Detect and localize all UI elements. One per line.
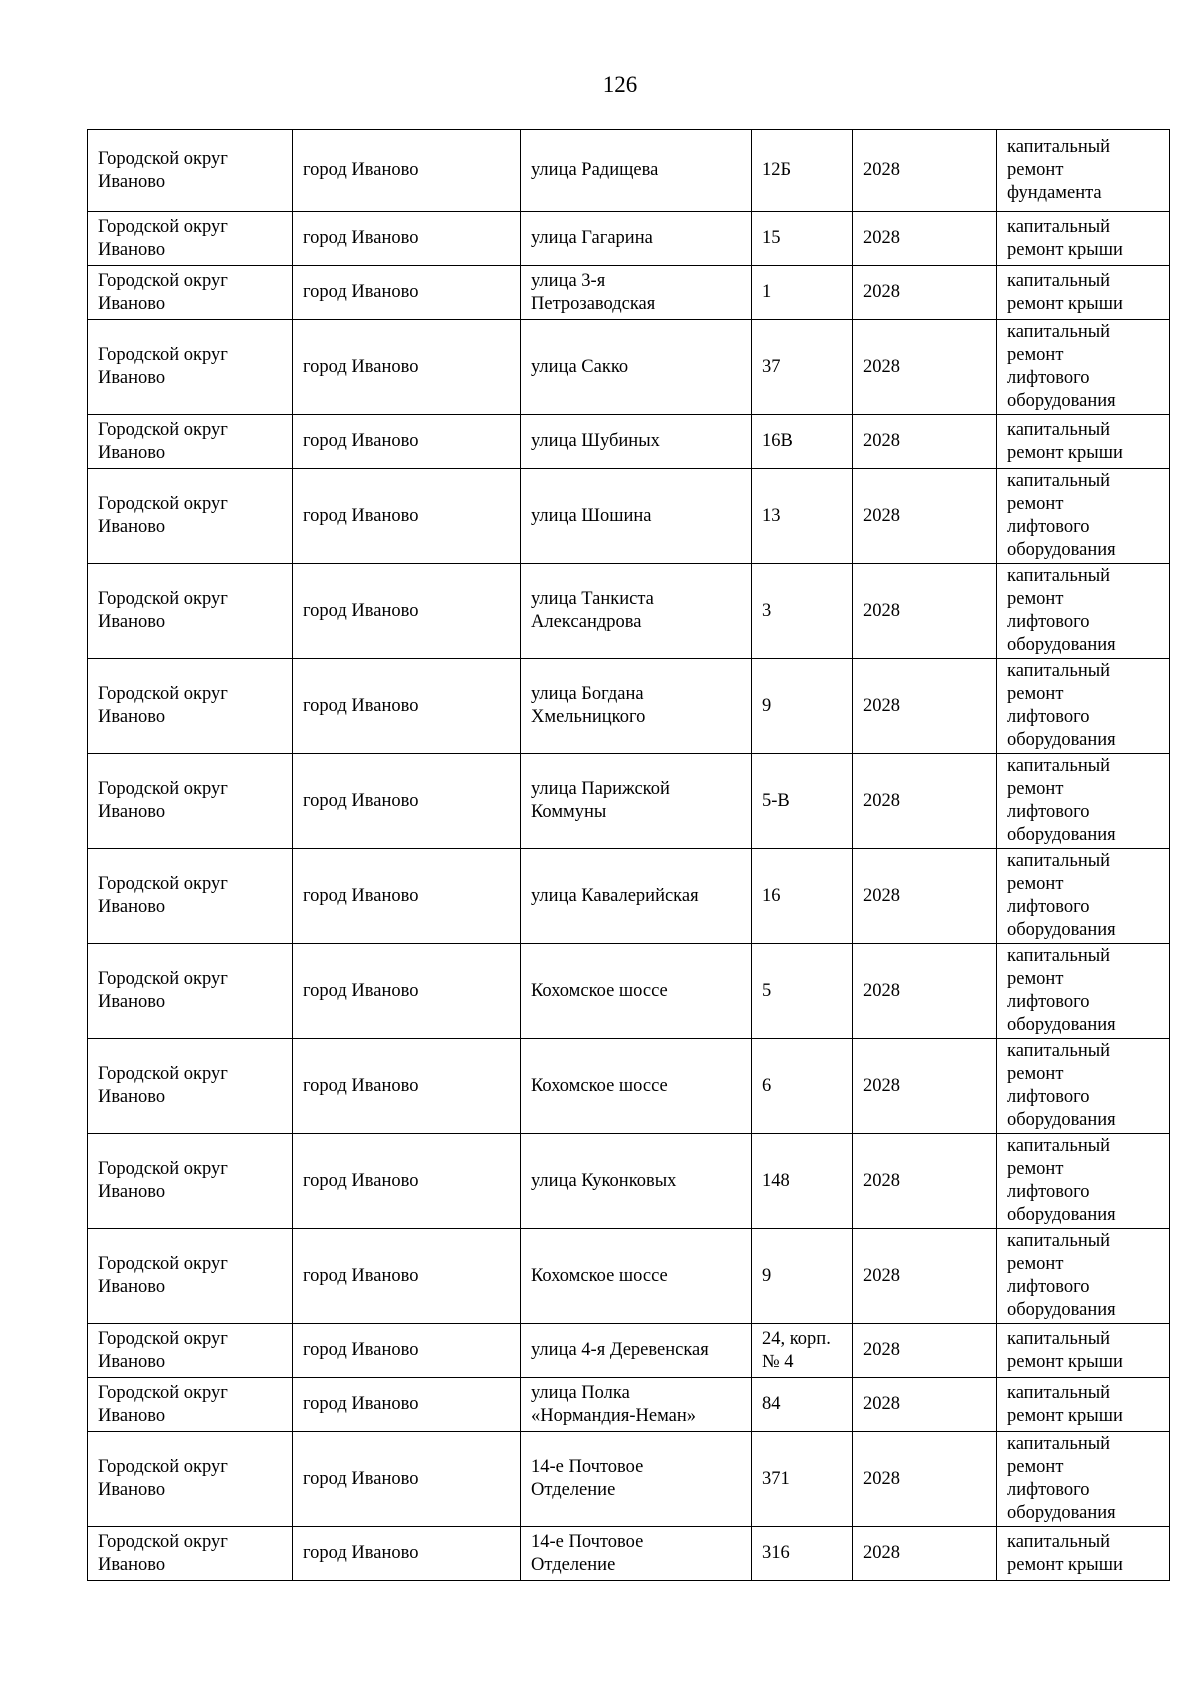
work-type-cell: капитальный ремонт фундамента xyxy=(997,130,1170,212)
settlement-cell: город Иваново xyxy=(293,1432,521,1527)
house-number-cell: 148 xyxy=(752,1134,853,1229)
settlement-cell: город Иваново xyxy=(293,1378,521,1432)
table-body xyxy=(88,130,1170,1581)
settlement-cell: город Иваново xyxy=(293,266,521,320)
table-row xyxy=(88,1134,1170,1229)
municipality-cell: Городской округ Иваново xyxy=(88,212,293,266)
work-type-cell: капитальный ремонт крыши xyxy=(997,1527,1170,1581)
table-row xyxy=(88,212,1170,266)
work-type-cell: капитальный ремонт крыши xyxy=(997,266,1170,320)
table-row xyxy=(88,1324,1170,1378)
house-number-cell: 9 xyxy=(752,1229,853,1324)
table-row xyxy=(88,1378,1170,1432)
work-type-cell: капитальный ремонт лифтового оборудования xyxy=(997,564,1170,659)
table-row xyxy=(88,1039,1170,1134)
table-row xyxy=(88,415,1170,469)
year-cell: 2028 xyxy=(853,1229,997,1324)
work-type-cell: капитальный ремонт крыши xyxy=(997,415,1170,469)
street-cell: улица Радищева xyxy=(521,130,752,212)
house-number-cell: 13 xyxy=(752,469,853,564)
municipality-cell: Городской округ Иваново xyxy=(88,1134,293,1229)
street-cell: 14-е Почтовое Отделение xyxy=(521,1527,752,1581)
year-cell: 2028 xyxy=(853,754,997,849)
settlement-cell: город Иваново xyxy=(293,944,521,1039)
settlement-cell: город Иваново xyxy=(293,1324,521,1378)
house-number-cell: 5 xyxy=(752,944,853,1039)
table-row xyxy=(88,659,1170,754)
municipality-cell: Городской округ Иваново xyxy=(88,1378,293,1432)
street-cell: улица Гагарина xyxy=(521,212,752,266)
house-number-cell: 9 xyxy=(752,659,853,754)
house-number-cell: 3 xyxy=(752,564,853,659)
street-cell: Кохомское шоссе xyxy=(521,1229,752,1324)
work-type-cell: капитальный ремонт лифтового оборудования xyxy=(997,320,1170,415)
settlement-cell: город Иваново xyxy=(293,1039,521,1134)
work-type-cell: капитальный ремонт лифтового оборудования xyxy=(997,849,1170,944)
house-number-cell: 1 xyxy=(752,266,853,320)
work-type-cell: капитальный ремонт лифтового оборудования xyxy=(997,944,1170,1039)
work-type-cell: капитальный ремонт лифтового оборудования xyxy=(997,1432,1170,1527)
street-cell: улица 4-я Деревенская xyxy=(521,1324,752,1378)
street-cell: 14-е Почтовое Отделение xyxy=(521,1432,752,1527)
settlement-cell: город Иваново xyxy=(293,1134,521,1229)
year-cell: 2028 xyxy=(853,1527,997,1581)
house-number-cell: 6 xyxy=(752,1039,853,1134)
settlement-cell: город Иваново xyxy=(293,754,521,849)
house-number-cell: 316 xyxy=(752,1527,853,1581)
settlement-cell: город Иваново xyxy=(293,130,521,212)
page-number: 126 xyxy=(602,72,638,97)
municipality-cell: Городской округ Иваново xyxy=(88,415,293,469)
year-cell: 2028 xyxy=(853,320,997,415)
house-number-cell: 84 xyxy=(752,1378,853,1432)
year-cell: 2028 xyxy=(853,266,997,320)
settlement-cell: город Иваново xyxy=(293,849,521,944)
settlement-cell: город Иваново xyxy=(293,469,521,564)
street-cell: улица 3-я Петрозаводская xyxy=(521,266,752,320)
settlement-cell: город Иваново xyxy=(293,415,521,469)
street-cell: улица Куконковых xyxy=(521,1134,752,1229)
work-type-cell: капитальный ремонт лифтового оборудования xyxy=(997,1229,1170,1324)
table-row xyxy=(88,130,1170,212)
settlement-cell: город Иваново xyxy=(293,1527,521,1581)
work-type-cell: капитальный ремонт крыши xyxy=(997,1378,1170,1432)
work-type-cell: капитальный ремонт лифтового оборудования xyxy=(997,1039,1170,1134)
street-cell: улица Кавалерийская xyxy=(521,849,752,944)
municipality-cell: Городской округ Иваново xyxy=(88,754,293,849)
municipality-cell: Городской округ Иваново xyxy=(88,564,293,659)
settlement-cell: город Иваново xyxy=(293,320,521,415)
municipality-cell: Городской округ Иваново xyxy=(88,1432,293,1527)
year-cell: 2028 xyxy=(853,415,997,469)
year-cell: 2028 xyxy=(853,212,997,266)
table-row xyxy=(88,1432,1170,1527)
year-cell: 2028 xyxy=(853,1432,997,1527)
year-cell: 2028 xyxy=(853,849,997,944)
municipality-cell: Городской округ Иваново xyxy=(88,469,293,564)
repair-schedule-table xyxy=(87,129,1170,1581)
municipality-cell: Городской округ Иваново xyxy=(88,944,293,1039)
street-cell: улица Шубиных xyxy=(521,415,752,469)
street-cell: улица Полка «Нормандия-Неман» xyxy=(521,1378,752,1432)
municipality-cell: Городской округ Иваново xyxy=(88,1324,293,1378)
table-row xyxy=(88,944,1170,1039)
house-number-cell: 5-В xyxy=(752,754,853,849)
house-number-cell: 12Б xyxy=(752,130,853,212)
year-cell: 2028 xyxy=(853,1324,997,1378)
table-row xyxy=(88,469,1170,564)
year-cell: 2028 xyxy=(853,130,997,212)
municipality-cell: Городской округ Иваново xyxy=(88,1229,293,1324)
work-type-cell: капитальный ремонт крыши xyxy=(997,1324,1170,1378)
table-row xyxy=(88,849,1170,944)
municipality-cell: Городской округ Иваново xyxy=(88,849,293,944)
municipality-cell: Городской округ Иваново xyxy=(88,1039,293,1134)
settlement-cell: город Иваново xyxy=(293,659,521,754)
table-row xyxy=(88,1527,1170,1581)
street-cell: Кохомское шоссе xyxy=(521,944,752,1039)
year-cell: 2028 xyxy=(853,1039,997,1134)
year-cell: 2028 xyxy=(853,944,997,1039)
municipality-cell: Городской округ Иваново xyxy=(88,266,293,320)
municipality-cell: Городской округ Иваново xyxy=(88,659,293,754)
work-type-cell: капитальный ремонт лифтового оборудования xyxy=(997,754,1170,849)
municipality-cell: Городской округ Иваново xyxy=(88,130,293,212)
house-number-cell: 24, корп. № 4 xyxy=(752,1324,853,1378)
street-cell: Кохомское шоссе xyxy=(521,1039,752,1134)
municipality-cell: Городской округ Иваново xyxy=(88,1527,293,1581)
settlement-cell: город Иваново xyxy=(293,212,521,266)
street-cell: улица Парижской Коммуны xyxy=(521,754,752,849)
house-number-cell: 37 xyxy=(752,320,853,415)
house-number-cell: 16В xyxy=(752,415,853,469)
work-type-cell: капитальный ремонт крыши xyxy=(997,212,1170,266)
table-row xyxy=(88,266,1170,320)
house-number-cell: 16 xyxy=(752,849,853,944)
house-number-cell: 15 xyxy=(752,212,853,266)
work-type-cell: капитальный ремонт лифтового оборудования xyxy=(997,659,1170,754)
street-cell: улица Танкиста Александрова xyxy=(521,564,752,659)
table-row xyxy=(88,1229,1170,1324)
work-type-cell: капитальный ремонт лифтового оборудования xyxy=(997,469,1170,564)
house-number-cell: 371 xyxy=(752,1432,853,1527)
year-cell: 2028 xyxy=(853,1378,997,1432)
street-cell: улица Сакко xyxy=(521,320,752,415)
table-row xyxy=(88,754,1170,849)
year-cell: 2028 xyxy=(853,1134,997,1229)
table-row xyxy=(88,564,1170,659)
table-row xyxy=(88,320,1170,415)
street-cell: улица Богдана Хмельницкого xyxy=(521,659,752,754)
year-cell: 2028 xyxy=(853,564,997,659)
year-cell: 2028 xyxy=(853,659,997,754)
settlement-cell: город Иваново xyxy=(293,564,521,659)
municipality-cell: Городской округ Иваново xyxy=(88,320,293,415)
settlement-cell: город Иваново xyxy=(293,1229,521,1324)
work-type-cell: капитальный ремонт лифтового оборудования xyxy=(997,1134,1170,1229)
street-cell: улица Шошина xyxy=(521,469,752,564)
year-cell: 2028 xyxy=(853,469,997,564)
